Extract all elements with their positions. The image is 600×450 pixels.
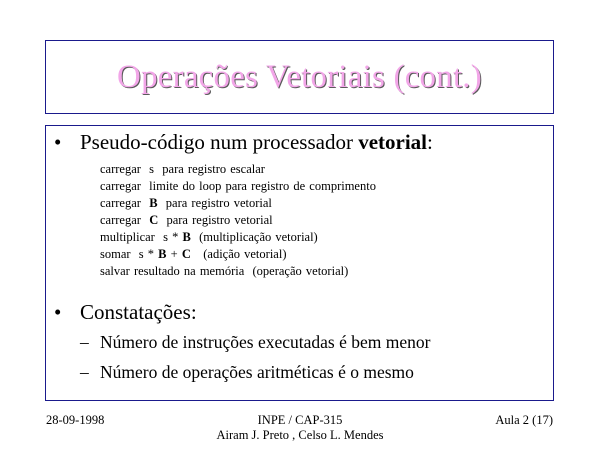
title-box <box>45 40 554 114</box>
code-line: carregar B para registro vetorial <box>100 196 272 210</box>
sub-item-text: Número de operações aritméticas é o mesmo <box>100 362 414 382</box>
sub-item-dash: – <box>80 362 89 382</box>
sub-item-dash: – <box>80 332 89 352</box>
bullet-dot: • <box>54 130 62 154</box>
bullet-dot: • <box>54 300 62 324</box>
sub-item-instrucoes <box>80 332 430 353</box>
footer-course: INPE / CAP-315 <box>257 413 343 427</box>
bullet-constatacoes-text: Constatações: <box>80 300 197 324</box>
code-line: carregar s para registro escalar <box>100 162 265 176</box>
bullet-constatacoes <box>54 300 197 325</box>
sub-item-text: Número de instruções executadas é bem menor <box>100 332 431 352</box>
sub-item-operacoes <box>80 362 414 383</box>
code-line: carregar C para registro vetorial <box>100 213 273 227</box>
footer-authors: Airam J. Preto , Celso L. Mendes <box>216 428 384 442</box>
code-line: carregar limite do loop para registro de comprimento <box>100 179 376 193</box>
footer-lesson: Aula 2 (17) <box>495 413 553 427</box>
footer-date: 28-09-1998 <box>46 413 105 427</box>
bullet-pseudocode-text: Pseudo-código num processador vetorial: <box>80 130 433 154</box>
content-box <box>45 125 554 401</box>
code-line: multiplicar s * B (multiplicação vetorial) <box>100 230 318 244</box>
pseudocode-block <box>100 161 376 280</box>
code-line: somar s * B + C (adição vetorial) <box>100 247 287 261</box>
slide-title: Operações Vetoriais (cont.) <box>117 58 482 95</box>
code-line: salvar resultado na memória (operação vetorial) <box>100 264 349 278</box>
bullet-pseudocode <box>54 130 433 155</box>
